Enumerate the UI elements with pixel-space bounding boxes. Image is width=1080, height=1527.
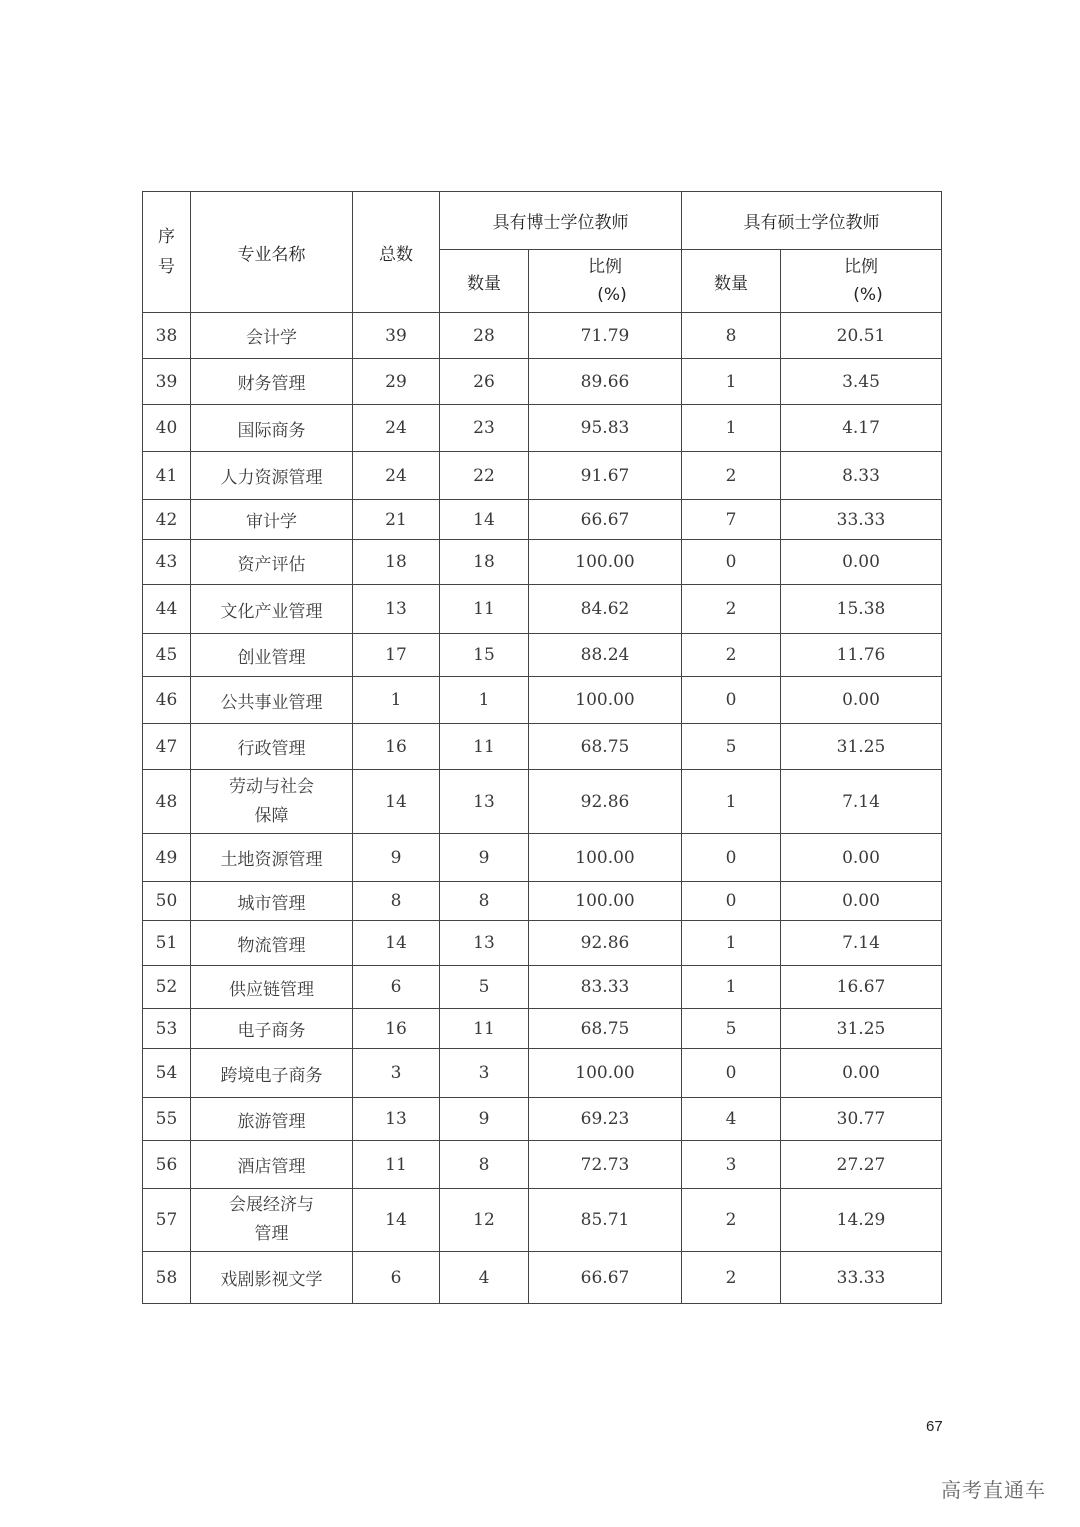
cell-phd-count: 23 — [440, 405, 529, 452]
table-body — [143, 313, 942, 1304]
cell-major-name: 行政管理 — [191, 724, 353, 770]
cell-total: 14 — [353, 770, 440, 834]
table-row — [143, 1189, 942, 1252]
cell-phd-ratio: 69.23 — [529, 1098, 682, 1141]
cell-phd-count: 14 — [440, 500, 529, 540]
header-master-group: 具有硕士学位教师 — [682, 192, 942, 250]
cell-phd-ratio: 100.00 — [529, 540, 682, 585]
header-phd-ratio — [529, 250, 682, 313]
page-number: 67 — [926, 1418, 943, 1435]
table-row — [143, 1049, 942, 1098]
cell-major-name: 财务管理 — [191, 359, 353, 405]
cell-phd-count: 22 — [440, 452, 529, 500]
header-master-ratio — [781, 250, 942, 313]
table-row — [143, 966, 942, 1009]
cell-major-name: 电子商务 — [191, 1009, 353, 1049]
cell-master-count: 7 — [682, 500, 781, 540]
cell-phd-count: 13 — [440, 770, 529, 834]
cell-total: 13 — [353, 585, 440, 634]
header-phd-group: 具有博士学位教师 — [440, 192, 682, 250]
cell-master-ratio: 33.33 — [781, 1252, 942, 1304]
cell-master-ratio: 0.00 — [781, 1049, 942, 1098]
cell-major-name: 戏剧影视文学 — [191, 1252, 353, 1304]
cell-phd-count: 8 — [440, 882, 529, 921]
cell-phd-ratio: 68.75 — [529, 1009, 682, 1049]
cell-master-count: 0 — [682, 882, 781, 921]
cell-phd-count: 15 — [440, 634, 529, 677]
cell-index: 45 — [143, 634, 191, 677]
cell-index: 55 — [143, 1098, 191, 1141]
cell-master-ratio: 31.25 — [781, 1009, 942, 1049]
cell-index: 44 — [143, 585, 191, 634]
cell-total: 13 — [353, 1098, 440, 1141]
cell-master-count: 2 — [682, 452, 781, 500]
cell-total: 21 — [353, 500, 440, 540]
cell-phd-ratio: 71.79 — [529, 313, 682, 359]
table-row — [143, 585, 942, 634]
cell-phd-ratio: 89.66 — [529, 359, 682, 405]
cell-phd-count: 3 — [440, 1049, 529, 1098]
header-phd-count: 数量 — [440, 250, 529, 313]
ratio-label: 比例 — [588, 257, 622, 277]
cell-major-name: 供应链管理 — [191, 966, 353, 1009]
cell-total: 6 — [353, 966, 440, 1009]
cell-phd-ratio: 66.67 — [529, 500, 682, 540]
cell-total: 18 — [353, 540, 440, 585]
cell-total: 1 — [353, 677, 440, 724]
major-name-line-1: 劳动与社会 — [229, 776, 314, 797]
table-row — [143, 1009, 942, 1049]
cell-index: 53 — [143, 1009, 191, 1049]
cell-index: 57 — [143, 1189, 191, 1252]
cell-total: 16 — [353, 1009, 440, 1049]
cell-major-name: 创业管理 — [191, 634, 353, 677]
table-row — [143, 452, 942, 500]
cell-total: 8 — [353, 882, 440, 921]
cell-master-ratio: 33.33 — [781, 500, 942, 540]
cell-phd-ratio: 100.00 — [529, 882, 682, 921]
cell-phd-count: 13 — [440, 921, 529, 966]
cell-major-name: 酒店管理 — [191, 1141, 353, 1189]
cell-phd-count: 11 — [440, 585, 529, 634]
cell-total: 9 — [353, 834, 440, 882]
cell-master-ratio: 0.00 — [781, 834, 942, 882]
header-index — [143, 192, 191, 313]
cell-master-count: 8 — [682, 313, 781, 359]
cell-index: 48 — [143, 770, 191, 834]
cell-phd-ratio: 84.62 — [529, 585, 682, 634]
table-row — [143, 921, 942, 966]
cell-total: 24 — [353, 405, 440, 452]
cell-major-name: 会计学 — [191, 313, 353, 359]
cell-phd-count: 28 — [440, 313, 529, 359]
cell-phd-ratio: 66.67 — [529, 1252, 682, 1304]
cell-major-name: 审计学 — [191, 500, 353, 540]
cell-index: 42 — [143, 500, 191, 540]
cell-master-count: 4 — [682, 1098, 781, 1141]
cell-total: 6 — [353, 1252, 440, 1304]
cell-major-name — [191, 1189, 353, 1252]
cell-master-ratio: 0.00 — [781, 882, 942, 921]
table-row — [143, 834, 942, 882]
cell-phd-count: 9 — [440, 834, 529, 882]
cell-index: 52 — [143, 966, 191, 1009]
cell-index: 47 — [143, 724, 191, 770]
faculty-degree-table — [142, 191, 942, 1304]
cell-phd-ratio: 91.67 — [529, 452, 682, 500]
cell-index: 38 — [143, 313, 191, 359]
ratio-unit: (%) — [597, 285, 627, 305]
cell-index: 39 — [143, 359, 191, 405]
cell-major-name: 文化产业管理 — [191, 585, 353, 634]
cell-phd-count: 4 — [440, 1252, 529, 1304]
cell-master-count: 5 — [682, 724, 781, 770]
header-index-label: 序号 — [158, 227, 175, 277]
table-row — [143, 1141, 942, 1189]
cell-phd-ratio: 100.00 — [529, 834, 682, 882]
cell-total: 14 — [353, 921, 440, 966]
cell-master-ratio: 14.29 — [781, 1189, 942, 1252]
cell-master-ratio: 27.27 — [781, 1141, 942, 1189]
cell-index: 43 — [143, 540, 191, 585]
table-row — [143, 1098, 942, 1141]
cell-major-name: 人力资源管理 — [191, 452, 353, 500]
cell-total: 29 — [353, 359, 440, 405]
cell-master-count: 0 — [682, 1049, 781, 1098]
cell-master-count: 3 — [682, 1141, 781, 1189]
major-name-line-2: 管理 — [254, 1224, 289, 1244]
cell-phd-count: 9 — [440, 1098, 529, 1141]
cell-master-count: 0 — [682, 677, 781, 724]
cell-major-name: 物流管理 — [191, 921, 353, 966]
cell-master-ratio: 15.38 — [781, 585, 942, 634]
cell-master-count: 1 — [682, 770, 781, 834]
cell-major-name: 公共事业管理 — [191, 677, 353, 724]
cell-master-count: 0 — [682, 540, 781, 585]
cell-index: 54 — [143, 1049, 191, 1098]
cell-total: 17 — [353, 634, 440, 677]
cell-total: 14 — [353, 1189, 440, 1252]
cell-master-ratio: 30.77 — [781, 1098, 942, 1141]
cell-phd-ratio: 100.00 — [529, 1049, 682, 1098]
cell-phd-count: 12 — [440, 1189, 529, 1252]
table-row — [143, 1252, 942, 1304]
cell-phd-ratio: 68.75 — [529, 724, 682, 770]
table-row — [143, 724, 942, 770]
cell-major-name: 资产评估 — [191, 540, 353, 585]
cell-index: 49 — [143, 834, 191, 882]
cell-phd-count: 26 — [440, 359, 529, 405]
cell-master-ratio: 8.33 — [781, 452, 942, 500]
major-name-line-1: 会展经济与 — [229, 1195, 314, 1215]
cell-total: 39 — [353, 313, 440, 359]
cell-master-ratio: 11.76 — [781, 634, 942, 677]
cell-master-ratio: 0.00 — [781, 677, 942, 724]
table-row — [143, 359, 942, 405]
ratio-label: 比例 — [844, 257, 878, 277]
cell-index: 41 — [143, 452, 191, 500]
cell-master-ratio: 7.14 — [781, 921, 942, 966]
cell-index: 40 — [143, 405, 191, 452]
cell-master-ratio: 31.25 — [781, 724, 942, 770]
cell-master-ratio: 3.45 — [781, 359, 942, 405]
cell-phd-ratio: 88.24 — [529, 634, 682, 677]
cell-major-name: 国际商务 — [191, 405, 353, 452]
cell-master-ratio: 16.67 — [781, 966, 942, 1009]
table-row — [143, 313, 942, 359]
cell-phd-ratio: 100.00 — [529, 677, 682, 724]
cell-master-count: 1 — [682, 359, 781, 405]
cell-master-count: 1 — [682, 966, 781, 1009]
cell-phd-count: 1 — [440, 677, 529, 724]
cell-phd-count: 5 — [440, 966, 529, 1009]
table-row — [143, 540, 942, 585]
cell-master-ratio: 0.00 — [781, 540, 942, 585]
watermark: 高考直通车 — [941, 1478, 1046, 1502]
header-name: 专业名称 — [191, 192, 353, 313]
cell-major-name: 旅游管理 — [191, 1098, 353, 1141]
table-row — [143, 500, 942, 540]
cell-total: 24 — [353, 452, 440, 500]
cell-master-count: 2 — [682, 1252, 781, 1304]
cell-total: 16 — [353, 724, 440, 770]
cell-index: 51 — [143, 921, 191, 966]
cell-major-name: 城市管理 — [191, 882, 353, 921]
table-row — [143, 882, 942, 921]
cell-master-count: 1 — [682, 405, 781, 452]
header-master-count: 数量 — [682, 250, 781, 313]
cell-master-count: 0 — [682, 834, 781, 882]
cell-master-ratio: 20.51 — [781, 313, 942, 359]
cell-phd-count: 8 — [440, 1141, 529, 1189]
cell-master-ratio: 7.14 — [781, 770, 942, 834]
cell-major-name: 跨境电子商务 — [191, 1049, 353, 1098]
cell-phd-ratio: 95.83 — [529, 405, 682, 452]
cell-phd-count: 18 — [440, 540, 529, 585]
header-total: 总数 — [353, 192, 440, 313]
cell-master-count: 2 — [682, 634, 781, 677]
table-row — [143, 634, 942, 677]
cell-phd-ratio: 92.86 — [529, 770, 682, 834]
cell-phd-ratio: 85.71 — [529, 1189, 682, 1252]
cell-index: 50 — [143, 882, 191, 921]
table-row — [143, 405, 942, 452]
cell-major-name — [191, 770, 353, 834]
table-row — [143, 677, 942, 724]
cell-phd-count: 11 — [440, 724, 529, 770]
cell-phd-ratio: 83.33 — [529, 966, 682, 1009]
cell-index: 46 — [143, 677, 191, 724]
cell-phd-ratio: 72.73 — [529, 1141, 682, 1189]
cell-master-count: 1 — [682, 921, 781, 966]
table-row — [143, 770, 942, 834]
cell-total: 3 — [353, 1049, 440, 1098]
cell-major-name: 土地资源管理 — [191, 834, 353, 882]
cell-index: 58 — [143, 1252, 191, 1304]
cell-phd-count: 11 — [440, 1009, 529, 1049]
cell-master-count: 2 — [682, 585, 781, 634]
cell-index: 56 — [143, 1141, 191, 1189]
cell-phd-ratio: 92.86 — [529, 921, 682, 966]
cell-master-count: 2 — [682, 1189, 781, 1252]
cell-master-count: 5 — [682, 1009, 781, 1049]
cell-master-ratio: 4.17 — [781, 405, 942, 452]
ratio-unit: (%) — [853, 285, 883, 305]
cell-total: 11 — [353, 1141, 440, 1189]
major-name-line-2: 保障 — [254, 805, 289, 826]
